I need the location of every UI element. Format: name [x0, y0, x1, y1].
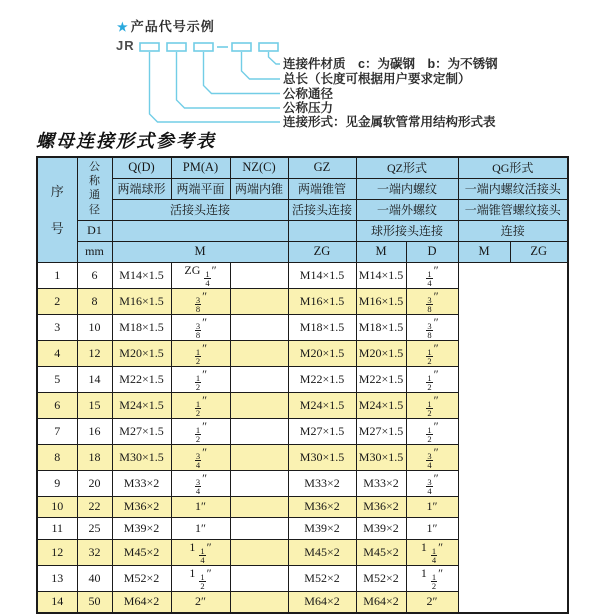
header-nzc-desc: 两端内锥	[230, 178, 288, 199]
header-gz-union: 活接头连接	[288, 199, 356, 220]
cell-qz-m	[230, 288, 288, 314]
cell-gz-zg: $\frac{3}{4}$ ″	[171, 444, 230, 470]
row-no: 1	[37, 262, 77, 288]
cell-m: M30×1.5	[112, 444, 171, 470]
table-body	[37, 262, 568, 613]
row-no: 2	[37, 288, 77, 314]
cell-qg-m: M39×2	[356, 518, 406, 540]
cell-qg-zg: $\frac{3}{4}$ ″	[406, 444, 458, 470]
cell-mm: 16	[77, 418, 112, 444]
row-no: 10	[37, 496, 77, 518]
header-empty-qpn	[112, 220, 288, 241]
header-seq: 序 号	[37, 157, 77, 262]
header-thread-zg: ZG	[288, 241, 356, 262]
cell-qz-m	[230, 518, 288, 540]
cell-qz-d: M36×2	[288, 496, 356, 518]
cell-mm: 32	[77, 539, 112, 565]
cell-qg-zg: 1 $\frac{1}{4}$ ″	[406, 539, 458, 565]
header-thread-m: M	[112, 241, 288, 262]
row-no: 11	[37, 518, 77, 540]
cell-qg-m: M45×2	[356, 539, 406, 565]
table-title: 螺母连接形式参考表	[36, 131, 216, 151]
header-nzc: NZ(C)	[230, 157, 288, 178]
cell-mm: 15	[77, 392, 112, 418]
cell-mm: 12	[77, 340, 112, 366]
cell-qg-zg: $\frac{1}{2}$ ″	[406, 366, 458, 392]
cell-qz-m	[230, 262, 288, 288]
cell-m: M33×2	[112, 470, 171, 496]
row-no: 13	[37, 565, 77, 591]
cell-m: M64×2	[112, 591, 171, 613]
cell-qz-d: M33×2	[288, 470, 356, 496]
header-d1: D1	[77, 220, 112, 241]
table-row	[37, 470, 568, 496]
code-box-1	[140, 43, 159, 51]
header-nominal-diameter: 公 称 通 径	[77, 157, 112, 220]
header-qz-ball-connection: 球形接头连接	[356, 220, 458, 241]
cell-qg-zg: $\frac{1}{2}$ ″	[406, 418, 458, 444]
row-no: 8	[37, 444, 77, 470]
cell-qg-zg: $\frac{1}{2}$ ″	[406, 340, 458, 366]
cell-mm: 25	[77, 518, 112, 540]
cell-qz-m	[230, 340, 288, 366]
callout-line-length	[242, 52, 281, 79]
cell-qg-m: M64×2	[356, 591, 406, 613]
star-icon: ★	[117, 20, 129, 34]
cell-qg-m: M52×2	[356, 565, 406, 591]
header-qg-form: QG形式	[458, 157, 568, 178]
code-box-2	[167, 43, 186, 51]
cell-qg-m: M24×1.5	[356, 392, 406, 418]
cell-qz-m	[230, 565, 288, 591]
header-qg-m: M	[458, 241, 510, 262]
cell-qz-m	[230, 392, 288, 418]
cell-m: M24×1.5	[112, 392, 171, 418]
header-qz-external: 一端外螺纹	[356, 199, 458, 220]
cell-m: M18×1.5	[112, 314, 171, 340]
table-row	[37, 340, 568, 366]
cell-m: M20×1.5	[112, 340, 171, 366]
cell-qg-m: M27×1.5	[356, 418, 406, 444]
callout-line-material	[269, 52, 281, 64]
cell-gz-zg: 1″	[171, 518, 230, 540]
table-row	[37, 518, 568, 540]
header-qz-form: QZ形式	[356, 157, 458, 178]
cell-qg-zg: $\frac{3}{8}$ ″	[406, 314, 458, 340]
cell-m: M22×1.5	[112, 366, 171, 392]
header-qd: Q(D)	[112, 157, 171, 178]
label-connection: 连接形式：见金属软管常用结构形式表	[283, 115, 496, 129]
header-qg-zg: ZG	[510, 241, 568, 262]
cell-m: M16×1.5	[112, 288, 171, 314]
row-no: 9	[37, 470, 77, 496]
cell-qz-d: M22×1.5	[288, 366, 356, 392]
cell-gz-zg: 2″	[171, 591, 230, 613]
cell-qz-m	[230, 314, 288, 340]
cell-qg-zg: $\frac{1}{2}$ ″	[406, 392, 458, 418]
cell-gz-zg: ZG $\frac{1}{4}$ ″	[171, 262, 230, 288]
callout-line-connection	[150, 52, 281, 122]
cell-qz-d: M18×1.5	[288, 314, 356, 340]
table-row	[37, 366, 568, 392]
header-qg-desc: 一端内螺纹活接头	[458, 178, 568, 199]
cell-gz-zg: 1 $\frac{1}{2}$ ″	[171, 565, 230, 591]
table-row	[37, 262, 568, 288]
cell-qz-d: M45×2	[288, 539, 356, 565]
cell-qg-m: M20×1.5	[356, 340, 406, 366]
header-pma: PM(A)	[171, 157, 230, 178]
cell-gz-zg: $\frac{1}{2}$ ″	[171, 340, 230, 366]
cell-qz-d: M64×2	[288, 591, 356, 613]
cell-qg-zg: 1 $\frac{1}{2}$ ″	[406, 565, 458, 591]
cell-qz-m	[230, 539, 288, 565]
table-row	[37, 565, 568, 591]
cell-gz-zg: $\frac{3}{4}$ ″	[171, 470, 230, 496]
header-qg-connection: 连接	[458, 220, 568, 241]
table-row	[37, 418, 568, 444]
cell-gz-zg: $\frac{1}{2}$ ″	[171, 366, 230, 392]
cell-qz-d: M20×1.5	[288, 340, 356, 366]
cell-gz-zg: 1 $\frac{1}{4}$ ″	[171, 539, 230, 565]
cell-qg-zg: $\frac{3}{8}$ ″	[406, 288, 458, 314]
cell-qg-m: M33×2	[356, 470, 406, 496]
header-pma-desc: 两端平面	[171, 178, 230, 199]
cell-m: M36×2	[112, 496, 171, 518]
header-union-connection: 活接头连接	[112, 199, 288, 220]
cell-qz-d: M39×2	[288, 518, 356, 540]
cell-qg-zg: 2″	[406, 591, 458, 613]
table-block	[36, 127, 568, 614]
cell-mm: 22	[77, 496, 112, 518]
label-diameter: 公称通径	[283, 87, 334, 101]
table-row	[37, 496, 568, 518]
header-empty-gz	[288, 220, 356, 241]
table-row	[37, 444, 568, 470]
code-box-5	[259, 43, 278, 51]
cell-qz-m	[230, 418, 288, 444]
cell-m: M45×2	[112, 539, 171, 565]
cell-gz-zg: $\frac{1}{2}$ ″	[171, 418, 230, 444]
code-box-4	[232, 43, 251, 51]
label-length: 总长（长度可根据用户要求定制）	[283, 72, 471, 86]
cell-qz-m	[230, 444, 288, 470]
label-pressure: 公称压力	[283, 101, 334, 115]
cell-qg-m: M30×1.5	[356, 444, 406, 470]
cell-qz-m	[230, 591, 288, 613]
cell-mm: 6	[77, 262, 112, 288]
cell-gz-zg: $\frac{3}{8}$ ″	[171, 314, 230, 340]
cell-gz-zg: $\frac{3}{8}$ ″	[171, 288, 230, 314]
header-qz-desc: 一端内螺纹	[356, 178, 458, 199]
header-mm: mm	[77, 241, 112, 262]
cell-mm: 10	[77, 314, 112, 340]
cell-qg-zg: $\frac{3}{4}$ ″	[406, 470, 458, 496]
product-code-heading-text: 产品代号示例	[130, 19, 215, 34]
product-code-prefix: JR	[116, 38, 135, 53]
cell-qg-m: M18×1.5	[356, 314, 406, 340]
cell-m: M27×1.5	[112, 418, 171, 444]
row-no: 12	[37, 539, 77, 565]
table-row	[37, 591, 568, 613]
cell-qg-zg: $\frac{1}{4}$ ″	[406, 262, 458, 288]
cell-qz-d: M27×1.5	[288, 418, 356, 444]
header-qz-d: D	[406, 241, 458, 262]
cell-qz-d: M52×2	[288, 565, 356, 591]
cell-qz-m	[230, 366, 288, 392]
table-row	[37, 539, 568, 565]
cell-qg-zg: 1″	[406, 518, 458, 540]
cell-mm: 20	[77, 470, 112, 496]
cell-mm: 8	[77, 288, 112, 314]
row-no: 7	[37, 418, 77, 444]
cell-mm: 50	[77, 591, 112, 613]
header-gz: GZ	[288, 157, 356, 178]
header-gz-desc: 两端锥管	[288, 178, 356, 199]
cell-qg-m: M22×1.5	[356, 366, 406, 392]
cell-mm: 14	[77, 366, 112, 392]
cell-mm: 40	[77, 565, 112, 591]
label-material: 连接件材质 c：为碳钢 b：为不锈钢	[283, 57, 498, 71]
header-qg-taper: 一端锥管螺纹接头	[458, 199, 568, 220]
cell-qg-m: M16×1.5	[356, 288, 406, 314]
table-row	[37, 288, 568, 314]
table-row	[37, 392, 568, 418]
cell-qz-m	[230, 496, 288, 518]
row-no: 6	[37, 392, 77, 418]
cell-qz-d: M30×1.5	[288, 444, 356, 470]
header-qz-m: M	[356, 241, 406, 262]
nut-connection-table	[36, 156, 569, 614]
cell-qz-m	[230, 470, 288, 496]
cell-qg-zg: 1″	[406, 496, 458, 518]
cell-qg-m: M36×2	[356, 496, 406, 518]
row-no: 5	[37, 366, 77, 392]
cell-qg-m: M14×1.5	[356, 262, 406, 288]
header-qd-desc: 两端球形	[112, 178, 171, 199]
cell-m: M39×2	[112, 518, 171, 540]
cell-qz-d: M24×1.5	[288, 392, 356, 418]
cell-mm: 18	[77, 444, 112, 470]
row-no: 14	[37, 591, 77, 613]
cell-m: M52×2	[112, 565, 171, 591]
cell-gz-zg: $\frac{1}{2}$ ″	[171, 392, 230, 418]
table-header	[37, 157, 568, 262]
row-no: 4	[37, 340, 77, 366]
cell-qz-d: M14×1.5	[288, 262, 356, 288]
cell-qz-d: M16×1.5	[288, 288, 356, 314]
cell-m: M14×1.5	[112, 262, 171, 288]
table-row	[37, 314, 568, 340]
code-box-3	[194, 43, 213, 51]
callout-line-pressure	[177, 52, 281, 108]
row-no: 3	[37, 314, 77, 340]
cell-gz-zg: 1″	[171, 496, 230, 518]
